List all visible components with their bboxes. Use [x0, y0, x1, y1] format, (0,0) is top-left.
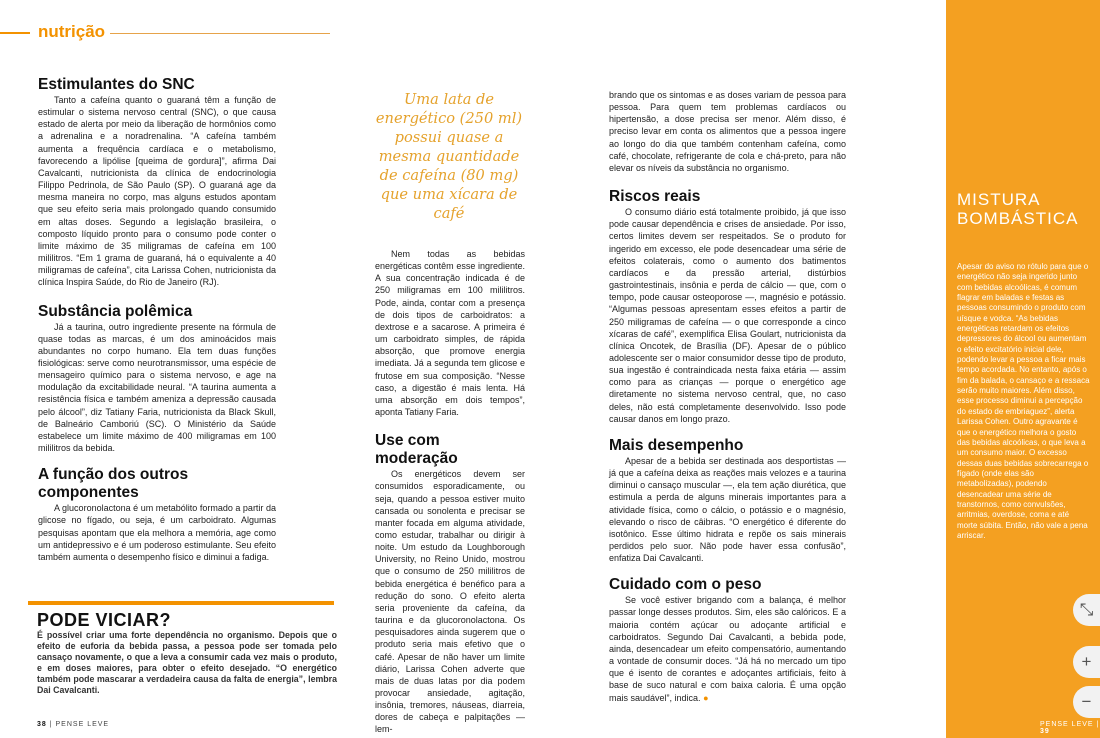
folio-left-brand: PENSE LEVE	[55, 721, 110, 728]
folio-right: PENSE LEVE | 39	[1040, 721, 1100, 735]
box-divider	[28, 601, 334, 605]
folio-left-number: 38	[37, 721, 47, 728]
paragraph-continuation: brando que os sintomas e as doses variam de pessoa para pessoa. Para quem tem problemas cardíacos ou hipertensão, a dose precisa ser menor. Além disso, é preciso levar em conta os alimentos que a pessoa ingere ao longo do dia que também contenham cafeína, como café, chocolate, refrigerante de cola e chá-preto, para não elevar os níveis da substância no organismo.	[609, 90, 846, 173]
paragraph-riscos: O consumo diário está totalmente proibido, já que isso pode causar dependência e crises de ansiedade. Por isso, certos limites devem ser respeitados. Se o produto for ingerido em excesso, ele pode desencadear uma série de efeitos colaterais, como o aumento dos batimentos cardíacos e da pressão arterial, distúrbios gastrointestinais, insônia e perda de cálcio — que, com o tempo, pode causar osteoporose —, magnésio e potássio. “Algumas pessoas apresentam esses efeitos a partir de 250 miligramas de cafeína — o que corresponde a cinco xícaras de café”, exemplifica Elisa Goulart, nutricionista da clínica Oncotek, de Brasília (DF). Apesar de o público adolescente ser o maior consumidor desse tipo de produto, sua ingestão é contraindicada nesta faixa etária — assim como para as crianças — porque o energético age diretamente no sistema nervoso central, que, no caso deles, não está completamente desenvolvido. Isso pode causar danos em longo prazo.	[609, 207, 846, 424]
column-right	[609, 89, 846, 704]
sidebar-mistura	[946, 0, 1100, 738]
paragraph-substancia: Já a taurina, outro ingrediente presente na fórmula de quase todas as marcas, é um dos aminoácidos mais abundantes no corpo humano. Ela tem duas funções fisiológicas: serve como neurotransmissor, uma espécie de mensageiro químico para o sistema nervoso, e age na modulação da excitabilidade neural. “A taurina aumenta a resistência física e também ameniza a depressão causada pelo álcool”, diz Tatiany Faria, nutricionista da Black Skull, de Balneário Camboriú (SC). O Ministério da Saúde estabelece um limite máximo de 400 miligramas em 100 mililitros da bebida.	[38, 321, 276, 454]
heading-funcao: A função dos outros componentes	[38, 466, 189, 502]
header-rule	[110, 33, 330, 34]
paragraph-peso-text: Se você estiver brigando com a balança, é melhor passar longe desses produtos. Sim, eles são calóricos. E a maioria contém açúcar ou adoçante artificial e carboidratos. Segundo Dai Cavalcanti, a bebida pode, ainda, desencadear um efeito compensatório, aumentando a vontade de consumir doces. “Já há no mercado um tipo que é isento de corantes e adoçantes artificiais, feito à base de suco natural e com baixa caloria. É uma opção mais saudável”, indica.	[609, 595, 846, 703]
heading-estimulantes: Estimulantes do SNC	[38, 76, 195, 93]
heading-riscos: Riscos reais	[609, 188, 701, 206]
folio-right-number: 39	[1040, 728, 1050, 735]
end-mark-icon: ●	[703, 692, 709, 703]
paragraph-peso	[609, 594, 846, 703]
sidebar-text: Apesar do aviso no rótulo para que o energético não seja ingerido junto com bebidas alcoólicas, é comum flagrar em baladas e festas as pessoas consumindo o produto com uísque e vodca. “As bebidas energéticas retardam os efeitos depressores do álcool ou aumentam o efeito excitatório inicial dele, podendo levar a pessoa a ficar mais tempo acordada. No entanto, após o fim da balada, o cansaço e a ressaca serão muito maiores. Além disso, esse processo diminui a percepção do estado de embriaguez”, alerta Larissa Cohen. Outro agravante é que o energético melhora o gosto das bebidas alcoólicas, o que leva a um consumo maior. O excesso dessas duas bebidas sobrecarrega o fígado (onde elas são metabolizadas), podendo desencadear uma série de transtornos, como convulsões, arritmias, overdose, coma e até morte súbita. Então, não vale a pena arriscar.	[957, 262, 1090, 540]
collapse-icon: ⤡	[1079, 600, 1094, 619]
paragraph-moderacao: Os energéticos devem ser consumidos esporadicamente, ou seja, quando a pessoa estiver muito cansada ou sonolenta e precisar se manter focada em alguma atividade, como estudar, trabalhar ou dirigir à noite. Um estudo da Loughborough University, no Reino Unido, mostrou que o consumo de 250 mililitros de bebida energética é benéfico para a redução do sono. O efeito alerta seria proveniente da cafeína, da taurina e da glucoronolactona. Os pesquisadores ainda sugerem que o produto seria mais efetivo que o café. Apesar de não haver um limite diário, Larissa Cohen adverte que mais de duas latas por dia podem provocar ansiedade, agitação, insônia, tremores, náuseas, diarreia, dores de cabeça e palpitações — lem-	[375, 469, 525, 735]
column-left	[38, 76, 276, 563]
box-text: É possível criar uma forte dependência no organismo. Depois que o efeito de euforia da bebida passa, a pessoa pode ser tomada pelo cansaço novamente, o que a leva a consumir cada vez mais o produto, e em doses maiores, para obter o efeito desejado. “O energético também pode mascarar a verdadeira causa da falta de energia”, lembra Dai Cavalcanti.	[37, 630, 337, 696]
minus-icon: −	[1081, 692, 1092, 711]
paragraph-estimulantes: Tanto a cafeína quanto o guaraná têm a função de estimular o sistema nervoso central (SNC), o que causa estado de alerta por meio da liberação de hormônios como a adrenalina e a noradrenalina. “A cafeína também aumenta a frequência cardíaca e o metabolismo, favorecendo a lipólise [queima de gordura]”, afirma Dai Cavalcanti, nutricionista da clínica de endocrinologia Filippo Pedrinola, de São Paulo (SP). O guaraná age da mesma maneira no corpo, mas alguns estudos apontam que seu efeito seria mais prolongado quando consumido em altas doses. Segundo a legislação brasileira, o composto líquido pronto para o consumo pode conter o limite máximo de 35 miligramas de cafeína em 100 mililitros. “Em 1 grama de guaraná, há o equivalente a 40 miligramas de cafeína”, cita Larissa Cohen, nutricionista da clínica Inspira Saúde, do Rio de Janeiro (RJ).	[38, 95, 276, 288]
paragraph-carboidratos: Nem todas as bebidas energéticas contêm esse ingrediente. A sua concentração indicada é de 250 miligramas em 100 mililitros. Pode, ainda, contar com a presença de dois tipos de carboidratos: a dextrose e a sacarose. A primeira é um carboidrato simples, de rápida absorção, que promove energia imediata. Já a segunda tem glicose e frutose em sua composição. “Nesse caso, a digestão é mais lenta. Há uma absorção em dois tempos”, aponta Tatiany Faria.	[375, 249, 525, 418]
plus-icon: +	[1081, 652, 1092, 671]
box-pode-viciar	[37, 610, 337, 697]
header-dash	[0, 32, 30, 34]
heading-desempenho: Mais desempenho	[609, 436, 744, 454]
zoom-in-button[interactable]	[1073, 646, 1100, 678]
heading-substancia: Substância polêmica	[38, 302, 193, 320]
pull-quote: Uma lata de energético (250 ml) possui quase a mesma quantidade de cafeína (80 mg) que uma xícara de café	[375, 91, 523, 222]
folio-right-brand: PENSE LEVE	[1040, 721, 1094, 728]
heading-moderacao: Use com moderação	[375, 432, 458, 468]
section-title: nutrição	[38, 22, 106, 41]
sidebar-title: MISTURA BOMBÁSTICA	[957, 190, 1079, 228]
zoom-out-button[interactable]	[1073, 686, 1100, 718]
box-title: PODE VICIAR?	[37, 610, 172, 630]
paragraph-funcao: A glucoronolactona é um metabólito formado a partir da glicose no fígado, ou seja, é um carboidrato. Algumas pesquisas apontam que ela melhora a memória, age como um antidepressivo e é um poderoso estimulante. Seu efeito também aumenta o desempenho físico e diminui a fadiga.	[38, 503, 276, 562]
folio-left: 38 | PENSE LEVE	[37, 721, 110, 728]
column-middle	[375, 248, 525, 736]
paragraph-desempenho: Apesar de a bebida ser destinada aos desportistas — já que a cafeína deixa as reações mais velozes e a taurina diminui o cansaço muscular —, ela tem ação diurética, que estimula a perda de alguns minerais importantes para a atividade física, como o cálcio, o potássio e o magnésio, elevando o risco de câibras. “O energético é diferente do isotônico. Esse último hidrata e repõe os sais minerais perdidos pelo suor. Não pode haver essa confusão”, enfatiza Dai Cavalcanti.	[609, 455, 846, 564]
collapse-button[interactable]	[1073, 594, 1100, 626]
heading-peso: Cuidado com o peso	[609, 576, 762, 594]
section-header	[0, 22, 330, 44]
